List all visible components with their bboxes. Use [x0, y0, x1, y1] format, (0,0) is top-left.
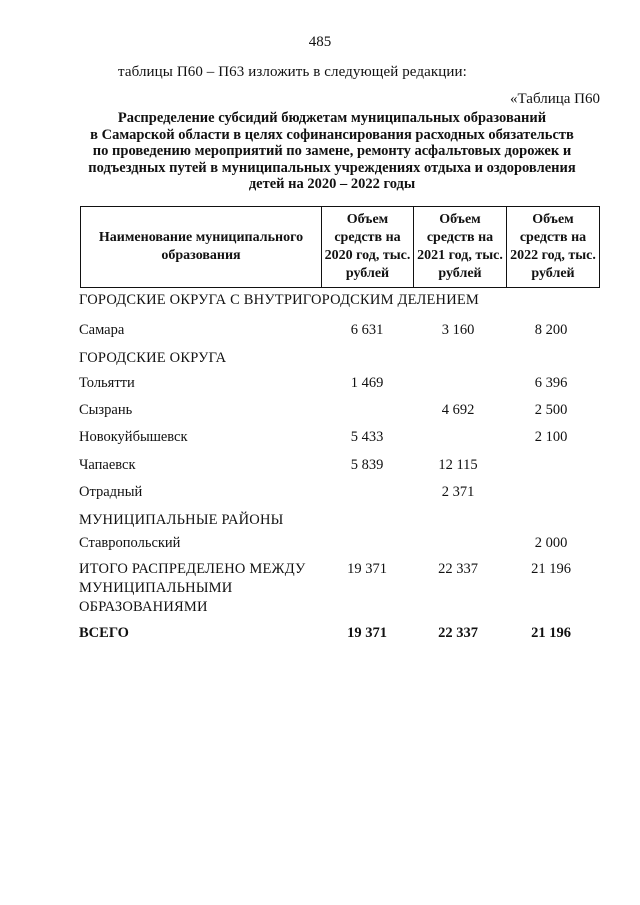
- table-row: [0, 321, 640, 340]
- total-row: [0, 624, 640, 643]
- column-header-2022: Объем средств на 2022 год, тыс. рублей: [507, 207, 600, 288]
- subtotal-row: [0, 560, 640, 620]
- section-row: [0, 511, 640, 530]
- value-2020: 6 631: [350, 322, 384, 338]
- value-2021: 3 160: [441, 322, 475, 338]
- row-name: ГОРОДСКИЕ ОКРУГА: [79, 350, 227, 366]
- section-row: [0, 349, 640, 368]
- column-header-2020: Объем средств на 2020 год, тыс. рублей: [322, 207, 414, 288]
- title-line: детей на 2020 – 2022 годы: [248, 176, 416, 192]
- table-row: [0, 456, 640, 475]
- value-2022: 2 100: [534, 429, 568, 445]
- intro-text: таблицы П60 – П63 изложить в следующей редакции:: [118, 64, 467, 80]
- value-2021: 12 115: [438, 457, 478, 473]
- column-header-name: Наименование муниципального образования: [81, 207, 322, 288]
- row-name: Отрадный: [79, 484, 143, 500]
- title-line: подъездных путей в муниципальных учреждениях отдыха и оздоровления: [88, 159, 576, 176]
- row-name: Ставропольский: [79, 535, 181, 551]
- value-2022: 8 200: [534, 322, 568, 338]
- table-tag: «Таблица П60: [510, 91, 600, 107]
- page-number: 485: [308, 34, 332, 50]
- row-name: ВСЕГО: [79, 625, 129, 641]
- table-title: [60, 110, 604, 193]
- table-header: [80, 206, 600, 288]
- value-2022: 21 196: [531, 561, 571, 577]
- value-2020: 5 839: [350, 457, 384, 473]
- row-name: ИТОГО РАСПРЕДЕЛЕНО МЕЖДУ МУНИЦИПАЛЬНЫМИ ОБРАЗОВАНИЯМИ: [79, 561, 306, 615]
- column-header-2021: Объем средств на 2021 год, тыс. рублей: [414, 207, 507, 288]
- row-name: ГОРОДСКИЕ ОКРУГА С ВНУТРИГОРОДСКИМ ДЕЛЕНИЕМ: [79, 292, 480, 308]
- value-2021: 2 371: [441, 484, 475, 500]
- value-2020: 19 371: [347, 625, 387, 641]
- table-row: [0, 534, 640, 553]
- value-2021: 22 337: [438, 625, 478, 641]
- row-name: Новокуйбышевск: [79, 429, 188, 445]
- section-row: [0, 291, 640, 310]
- value-2022: 21 196: [531, 625, 571, 641]
- table-row: [0, 483, 640, 502]
- table-row: [0, 428, 640, 447]
- row-name: МУНИЦИПАЛЬНЫЕ РАЙОНЫ: [79, 512, 284, 528]
- value-2020: 1 469: [350, 375, 384, 391]
- title-line: в Самарской области в целях софинансирования расходных обязательств: [90, 126, 574, 143]
- value-2021: 22 337: [438, 561, 478, 577]
- value-2022: 2 500: [534, 402, 568, 418]
- row-name: Сызрань: [79, 402, 133, 418]
- title-line: Распределение субсидий бюджетам муниципальных образований: [117, 110, 547, 126]
- value-2020: 5 433: [350, 429, 384, 445]
- table-row: [0, 401, 640, 420]
- value-2021: 4 692: [441, 402, 475, 418]
- row-name: Самара: [79, 322, 125, 338]
- table-row: [0, 374, 640, 393]
- value-2020: 19 371: [347, 561, 387, 577]
- title-line: по проведению мероприятий по замене, ремонту асфальтовых дорожек и: [92, 143, 572, 159]
- value-2022: 2 000: [534, 535, 568, 551]
- row-name: Чапаевск: [79, 457, 136, 473]
- value-2022: 6 396: [534, 375, 568, 391]
- row-name: Тольятти: [79, 375, 135, 391]
